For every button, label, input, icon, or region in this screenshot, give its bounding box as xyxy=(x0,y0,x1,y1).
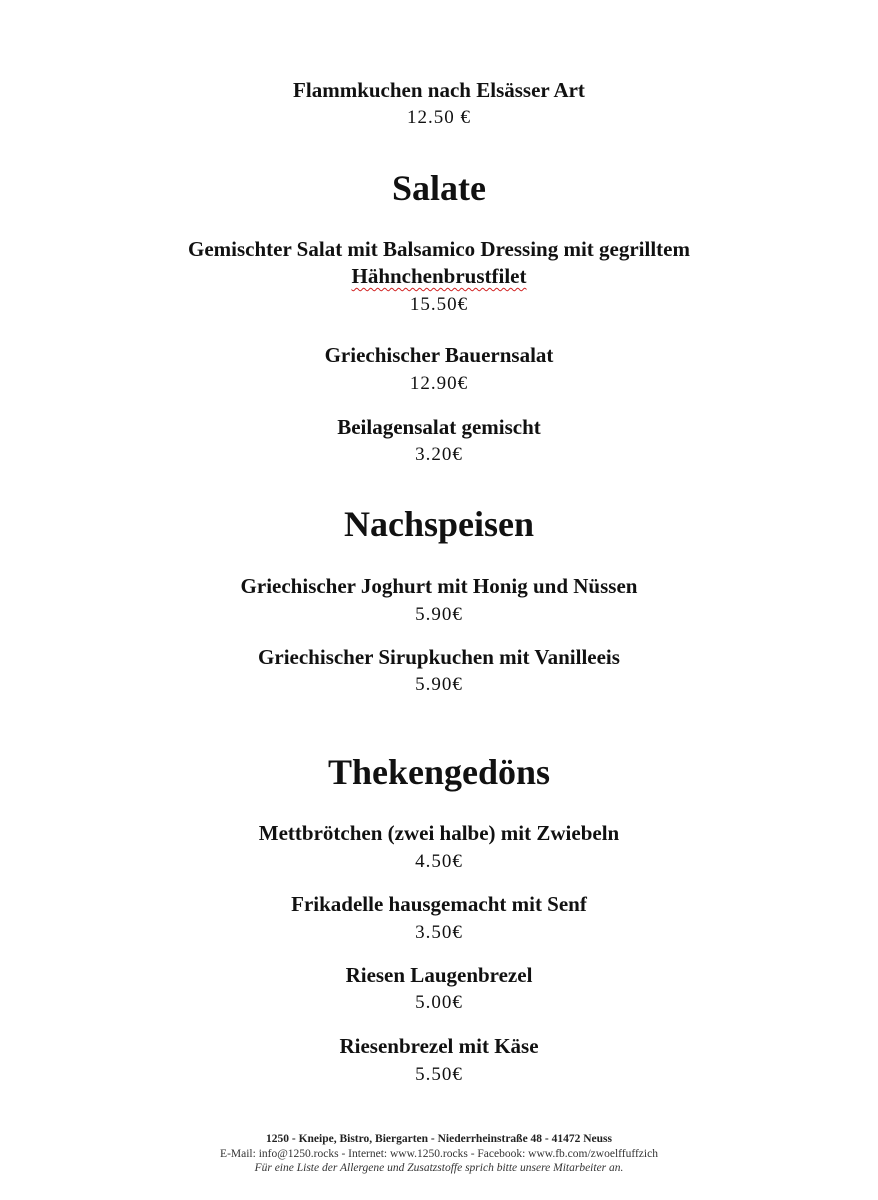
menu-item-price: 5.90€ xyxy=(415,604,463,625)
menu-item-name: Frikadelle hausgemacht mit Senf xyxy=(291,892,587,916)
menu-item-price: 5.90€ xyxy=(415,674,463,695)
menu-item-name: Gemischter Salat mit Balsamico Dressing mit gegrilltem xyxy=(188,237,690,261)
menu-item-name: Riesen Laugenbrezel xyxy=(345,963,533,987)
menu-item-price: 3.20€ xyxy=(415,444,463,465)
menu-item-price: 12.50 € xyxy=(407,107,471,128)
menu-item-name: Flammkuchen nach Elsässer Art xyxy=(293,78,585,102)
menu-item-price: 3.50€ xyxy=(415,922,463,943)
menu-item-price: 4.50€ xyxy=(415,851,463,872)
menu-item-name-continued xyxy=(0,263,878,290)
footer-address: 1250 - Kneipe, Bistro, Biergarten - Niederrheinstraße 48 - 41472 Neuss xyxy=(265,1133,613,1145)
menu-item-name: Griechischer Joghurt mit Honig und Nüssen xyxy=(240,574,638,598)
menu-item-price: 5.50€ xyxy=(415,1064,463,1085)
menu-item-name: Riesenbrezel mit Käse xyxy=(339,1034,539,1058)
menu-item-name: Griechischer Sirupkuchen mit Vanilleeis xyxy=(258,645,620,669)
footer-contact: E-Mail: info@1250.rocks - Internet: www.1250.rocks - Facebook: www.fb.com/zwoelffuffzich xyxy=(220,1148,658,1160)
menu-item-price: 15.50€ xyxy=(409,294,469,315)
menu-item-name: Mettbrötchen (zwei halbe) mit Zwiebeln xyxy=(258,821,620,845)
section-heading-salate: Salate xyxy=(392,168,486,208)
menu-item-name: Beilagensalat gemischt xyxy=(337,415,541,439)
menu-item-price: 12.90€ xyxy=(409,373,469,394)
section-heading-nachspeisen: Nachspeisen xyxy=(343,504,535,544)
footer-allergens-note: Für eine Liste der Allergene und Zusatzstoffe sprich bitte unsere Mitarbeiter an. xyxy=(254,1162,624,1174)
spellcheck-underlined-word: Hähnchenbrustfilet xyxy=(351,264,527,288)
section-heading-thekengedoens: Thekengedöns xyxy=(327,752,551,792)
menu-item-name: Griechischer Bauernsalat xyxy=(324,343,554,367)
menu-item-price: 5.00€ xyxy=(415,992,463,1013)
